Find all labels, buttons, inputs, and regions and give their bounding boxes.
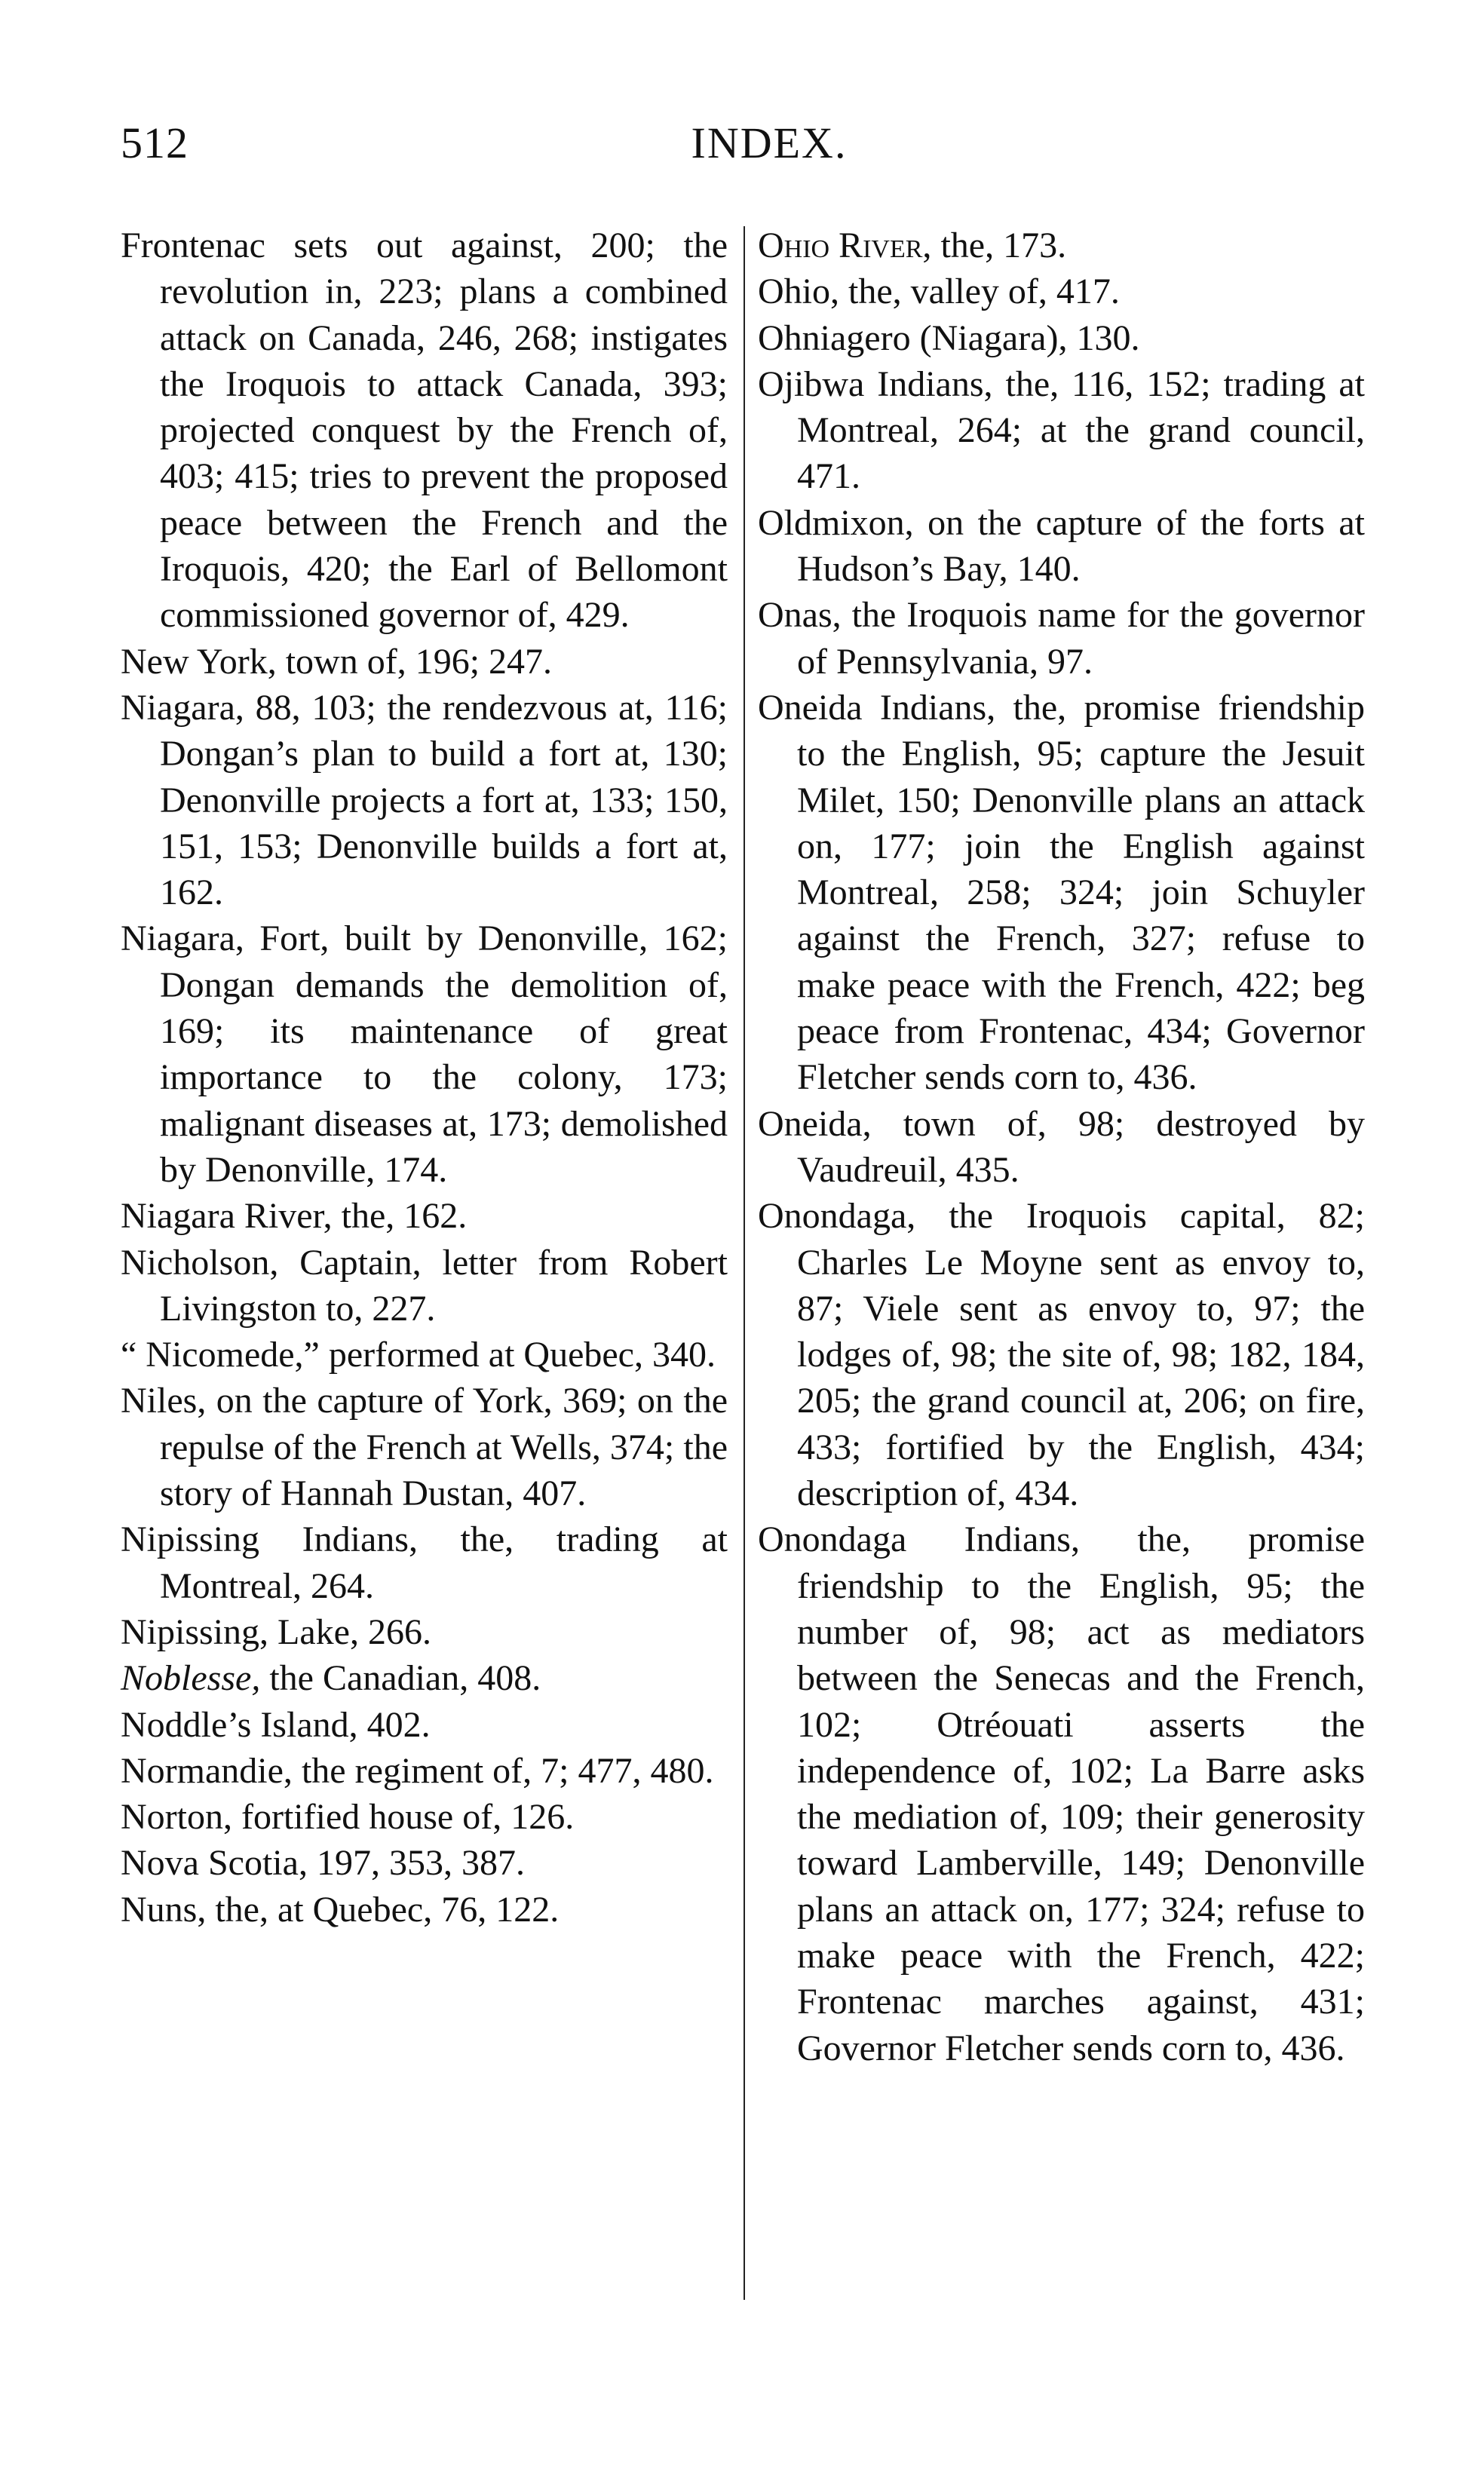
index-entry-text: the, 173. <box>931 225 1067 265</box>
index-entry-text: Lake, 266. <box>268 1611 431 1652</box>
index-entry-text: fortified house of, 126. <box>231 1797 575 1838</box>
index-entry-text: town of, 98; destroyed by Vaudreuil, 435. <box>797 1103 1365 1190</box>
index-entry-text: the, 162. <box>332 1196 468 1237</box>
index-entry <box>758 315 1365 361</box>
index-entry <box>121 915 728 1193</box>
index-entry-heading: Oneida Indians, <box>758 687 996 728</box>
index-entry <box>758 222 1365 268</box>
index-entry <box>758 592 1365 685</box>
index-entry <box>758 1101 1365 1194</box>
index-entry-text: the, 116, 152; trading at Montreal, 264; at the grand council, 471. <box>797 363 1366 497</box>
index-entry-text: 402. <box>357 1704 431 1745</box>
index-entry <box>121 639 728 685</box>
index-entry-text: Captain, letter from Robert Livingston to, 227. <box>160 1242 728 1329</box>
index-entry-heading: Onondaga Indians, <box>758 1519 1080 1560</box>
index-entry-heading: Oldmixon, <box>758 502 914 543</box>
page-title: INDEX. <box>691 118 848 167</box>
index-entry-heading: New York, <box>121 641 277 682</box>
index-entry-text: on the capture of York, 369; on the repulse of the French at Wells, 374; the story of Hannah Dustan, 407. <box>160 1381 728 1514</box>
index-entry <box>758 1516 1365 2071</box>
index-entry <box>121 1193 728 1239</box>
index-entry-text: the, trading at Montreal, 264. <box>160 1519 728 1606</box>
index-entry-text: the regiment of, 7; 477, 480. <box>292 1750 714 1791</box>
index-entry <box>758 268 1365 314</box>
index-entry <box>121 1840 728 1886</box>
index-entry-text: on the capture of the forts at Hudson’s Bay, 140. <box>797 502 1365 590</box>
index-entry <box>121 1655 728 1701</box>
index-entry-heading: Oneida, <box>758 1103 872 1144</box>
index-column-right <box>758 222 1365 2071</box>
index-entry-heading: Ojibwa Indians, <box>758 363 993 404</box>
index-entry <box>121 1609 728 1655</box>
index-entry <box>121 1794 728 1840</box>
index-entry-heading: Nipissing Indians, <box>121 1519 418 1560</box>
index-entry-text: 197, 353, 387. <box>307 1843 525 1884</box>
index-entry-text: the, promise friendship to the English, 95; the number of, 98; act as mediators between the Senecas and the French, 102; Otréouati asserts the independence of, 102; La Barre asks the mediation of, 109; their generosity toward Lamberville, 149; Denonville plans an attack on, 177; 324; refuse to make peace with the French, 422; Frontenac marches against, 431; Governor Fletcher sends corn to, 436. <box>797 1519 1366 2068</box>
index-entry-heading: Niles, <box>121 1381 207 1421</box>
index-column-left <box>121 222 728 1933</box>
index-entry-heading: Norton, <box>121 1797 232 1838</box>
index-entry-heading: Ohniagero <box>758 317 911 358</box>
index-entry-heading: Nuns, <box>121 1889 207 1930</box>
index-entry <box>121 1332 728 1378</box>
index-entry <box>121 222 728 639</box>
index-entry-heading: Ohio, <box>758 271 839 312</box>
index-entry-text: Frontenac sets out against, 200; the revolution in, 223; plans a combined attack on Canada, 246, 268; instigates the Iroquois to attack Canada, 393; projected conquest by the French of, 403; 415; tries to prevent the proposed peace between the French and the Iroquois, 420; the Earl of Bellomont commissioned governor of, 429. <box>121 225 728 636</box>
index-entry <box>121 1702 728 1748</box>
index-entry <box>121 685 728 915</box>
index-entry-text: town of, 196; 247. <box>276 641 553 682</box>
index-entry <box>758 685 1365 1101</box>
index-entry-heading: Niagara, Fort, <box>121 918 330 959</box>
index-entry-text: performed at Quebec, 340. <box>319 1335 716 1375</box>
index-entry-text: (Niagara), 130. <box>910 317 1140 358</box>
page-number: 512 <box>121 118 189 167</box>
index-entry-heading: Normandie, <box>121 1750 293 1791</box>
index-entry-heading: Noblesse, <box>121 1658 261 1699</box>
index-entry <box>121 1748 728 1794</box>
index-entry-heading: Ohio River, <box>758 225 932 265</box>
index-entry <box>121 1240 728 1332</box>
index-entry <box>121 1378 728 1516</box>
index-entry-heading: Onondaga, <box>758 1196 916 1237</box>
index-entry-heading: Nipissing, <box>121 1611 269 1652</box>
index-entry-text: the, valley of, 417. <box>839 271 1120 312</box>
index-entry-heading: Nicholson, <box>121 1242 279 1283</box>
index-entry-heading: Nova Scotia, <box>121 1843 308 1884</box>
index-entry-text: the, at Quebec, 76, 122. <box>206 1889 560 1930</box>
index-entry-text: the Canadian, 408. <box>260 1658 541 1699</box>
index-entry-text: 88, 103; the rendezvous at, 116; Dongan’s plan to build a fort at, 130; Denonville projects a fort at, 133; 150, 151, 153; Denonville builds a fort at, 162. <box>160 687 728 913</box>
index-entry-text: the, promise friendship to the English, 95; capture the Jesuit Milet, 150; Denonville plans an attack on, 177; join the English against Montreal, 258; 324; join Schuyler against the French, 327; refuse to make peace with the French, 422; beg peace from Frontenac, 434; Governor Fletcher sends corn to, 436. <box>797 687 1366 1098</box>
index-entry-heading: Niagara, <box>121 687 244 728</box>
index-entry-heading: Onas, <box>758 595 842 636</box>
index-entry-text: the Iroquois capital, 82; Charles Le Moyne sent as envoy to, 87; Viele sent as envoy to, 97; the lodges of, 98; the site of, 98; 182, 184, 205; the grand council at, 206; on fire, 433; fortified by the English, 434; description of, 434. <box>797 1196 1365 1514</box>
index-entry <box>121 1516 728 1609</box>
index-entry-heading: Noddle’s Island, <box>121 1704 358 1745</box>
index-entry-heading: Niagara River, <box>121 1196 333 1237</box>
index-entry-text: the Iroquois name for the governor of Pennsylvania, 97. <box>797 595 1365 682</box>
index-entry-heading: “ Nicomede,” <box>121 1335 320 1375</box>
column-divider <box>744 226 745 2300</box>
index-entry <box>121 1887 728 1933</box>
page-header <box>121 113 1372 173</box>
index-entry-text: built by Denonville, 162; Dongan demands the demolition of, 169; its maintenance of great importance to the colony, 173; malignant diseases at, 173; demolished by Denonville, 174. <box>160 918 728 1190</box>
index-entry <box>758 500 1365 593</box>
index-entry <box>758 361 1365 500</box>
index-entry <box>758 1193 1365 1516</box>
